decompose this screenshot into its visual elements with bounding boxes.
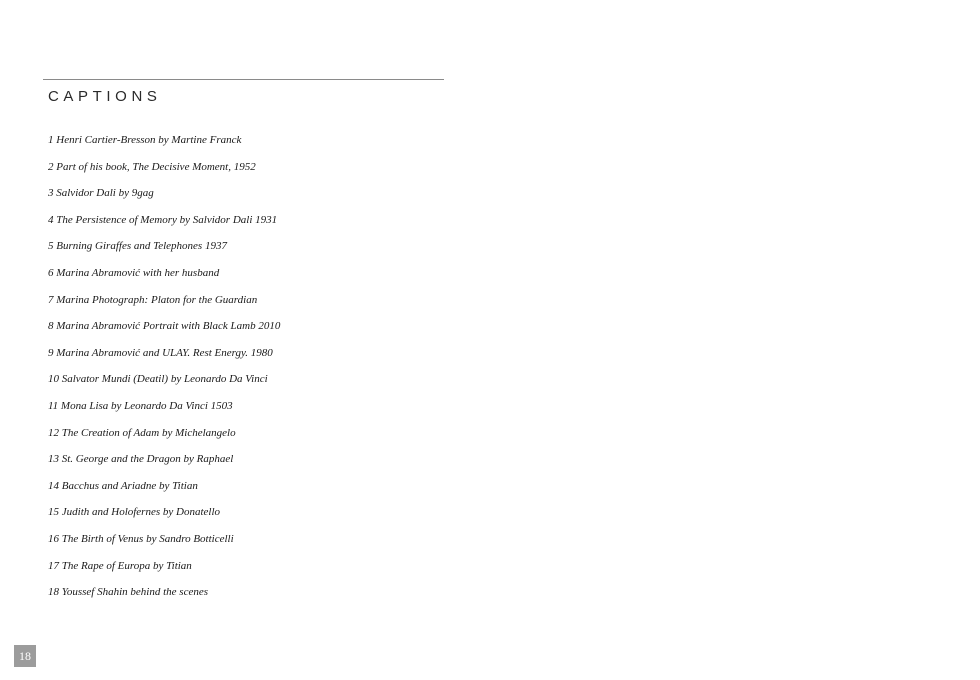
caption-item: 3 Salvidor Dali by 9gag xyxy=(48,187,154,200)
caption-item: 16 The Birth of Venus by Sandro Botticelli xyxy=(48,532,234,545)
caption-item: 11 Mona Lisa by Leonardo Da Vinci 1503 xyxy=(48,399,233,412)
captions-list xyxy=(48,130,280,609)
caption-item: 10 Salvator Mundi (Deatil) by Leonardo Da Vinci xyxy=(48,373,268,386)
caption-item: 12 The Creation of Adam by Michelangelo xyxy=(48,426,236,439)
caption-item: 9 Marina Abramović and ULAY. Rest Energy. 1980 xyxy=(48,346,273,359)
caption-item: 5 Burning Giraffes and Telephones 1937 xyxy=(48,240,227,253)
caption-item: 4 The Persistence of Memory by Salvidor Dali 1931 xyxy=(48,213,278,226)
caption-item: 18 Youssef Shahin behind the scenes xyxy=(48,586,208,599)
caption-item: 8 Marina Abramović Portrait with Black Lamb 2010 xyxy=(48,320,281,333)
page-number-badge: 18 xyxy=(14,645,36,667)
caption-item: 6 Marina Abramović with her husband xyxy=(48,266,220,279)
caption-item: 2 Part of his book, The Decisive Moment, 1952 xyxy=(48,160,256,173)
caption-item: 15 Judith and Holofernes by Donatello xyxy=(48,506,221,519)
caption-item: 7 Marina Photograph: Platon for the Guardian xyxy=(48,293,258,306)
caption-item: 1 Henri Cartier-Bresson by Martine Franck xyxy=(48,134,242,146)
page-title: CAPTIONS xyxy=(48,88,162,105)
heading-rule xyxy=(43,79,444,80)
caption-item: 13 St. George and the Dragon by Raphael xyxy=(48,453,234,466)
caption-item: 14 Bacchus and Ariadne by Titian xyxy=(48,479,198,492)
caption-item: 17 The Rape of Europa by Titian xyxy=(48,559,192,572)
